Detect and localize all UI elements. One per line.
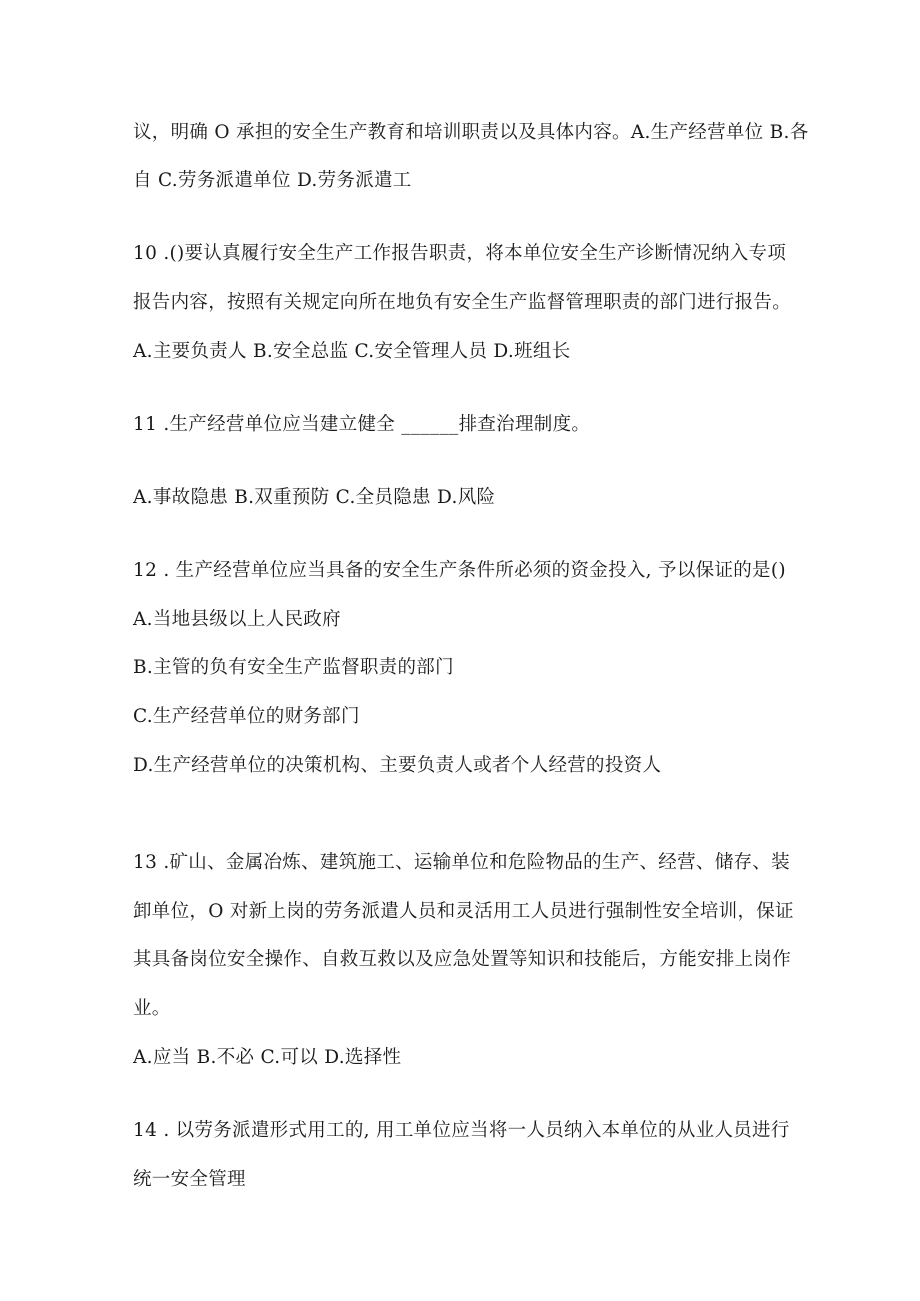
question-9-text-line-2: 自 C.劳务派遣单位 D.劳务派遣工 <box>133 170 412 191</box>
question-13-text-line-4: 业。 <box>133 998 171 1019</box>
question-9-text-line-1: 议，明确 O 承担的安全生产教育和培训职责以及具体内容。A.生产经营单位 B.各 <box>133 122 809 143</box>
question-12-stem: 12 . 生产经营单位应当具备的安全生产条件所必须的资金投入, 予以保证的是() <box>133 560 786 581</box>
question-13-text-line-1: 13 .矿山、金属冶炼、建筑施工、运输单位和危险物品的生产、经营、储存、装 <box>133 852 790 873</box>
question-13-text-line-3: 其具备岗位安全操作、自救互救以及应急处置等知识和技能后，方能安排上岗作 <box>133 949 792 970</box>
question-14-text-line-2: 统一安全管理 <box>133 1169 246 1190</box>
question-12-option-c: C.生产经营单位的财务部门 <box>133 706 360 727</box>
question-11-options: A.事故隐患 B.双重预防 C.全员隐患 D.风险 <box>133 487 496 508</box>
question-12-option-a: A.当地县级以上人民政府 <box>133 609 341 630</box>
question-12-option-b: B.主管的负有安全生产监督职责的部门 <box>133 657 454 678</box>
question-11-stem: 11 .生产经营单位应当建立健全 ______排查治理制度。 <box>133 414 591 435</box>
question-10-text-line-1: 10 .()要认真履行安全生产工作报告职责，将本单位安全生产诊断情况纳入专项 <box>133 243 787 264</box>
question-14-text-line-1: 14 . 以劳务派遣形式用工的, 用工单位应当将一人员纳入本单位的从业人员进行 <box>133 1120 790 1141</box>
question-10-options: A.主要负责人 B.安全总监 C.安全管理人员 D.班组长 <box>133 341 571 362</box>
question-10-text-line-2: 报告内容，按照有关规定向所在地负有安全生产监督管理职责的部门进行报告。 <box>133 292 792 313</box>
question-13-options: A.应当 B.不必 C.可以 D.选择性 <box>133 1047 402 1068</box>
question-13-text-line-2: 卸单位，O 对新上岗的劳务派遣人员和灵活用工人员进行强制性安全培训，保证 <box>133 901 794 922</box>
question-12-option-d: D.生产经营单位的决策机构、主要负责人或者个人经营的投资人 <box>133 755 662 776</box>
